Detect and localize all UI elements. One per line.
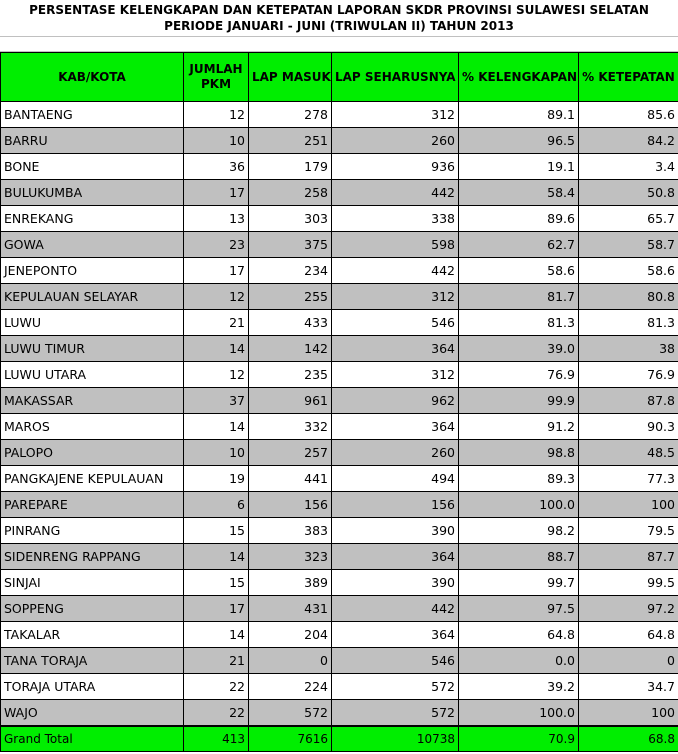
cell-masuk[interactable]: 156	[249, 492, 332, 518]
table-row	[1, 648, 678, 674]
cell-masuk[interactable]: 255	[249, 284, 332, 310]
cell-kelengkapan[interactable]: 58.4	[459, 180, 579, 206]
cell-pkm[interactable]: 12	[184, 362, 249, 388]
cell-masuk[interactable]: 572	[249, 700, 332, 726]
cell-seharusnya[interactable]: 598	[332, 232, 459, 258]
cell-kab[interactable]: MAKASSAR	[1, 388, 184, 414]
table-row	[1, 622, 678, 648]
cell-pkm[interactable]: 17	[184, 596, 249, 622]
cell-seharusnya[interactable]: 312	[332, 102, 459, 128]
cell-pkm[interactable]: 12	[184, 284, 249, 310]
col-header-masuk[interactable]: LAP MASUK	[249, 53, 332, 102]
cell-masuk[interactable]: 332	[249, 414, 332, 440]
cell-ketepatan[interactable]: 79.5	[579, 518, 678, 544]
cell-kab[interactable]: SIDENRENG RAPPANG	[1, 544, 184, 570]
cell-masuk[interactable]: 0	[249, 648, 332, 674]
cell-seharusnya[interactable]: 364	[332, 336, 459, 362]
table-row	[1, 180, 678, 206]
table-row	[1, 232, 678, 258]
table-row	[1, 284, 678, 310]
cell-kelengkapan[interactable]: 76.9	[459, 362, 579, 388]
cell-masuk[interactable]: 389	[249, 570, 332, 596]
cell-kab[interactable]: JENEPONTO	[1, 258, 184, 284]
cell-kelengkapan[interactable]: 88.7	[459, 544, 579, 570]
cell-masuk[interactable]: 179	[249, 154, 332, 180]
cell-seharusnya[interactable]: 936	[332, 154, 459, 180]
cell-kelengkapan[interactable]: 0.0	[459, 648, 579, 674]
cell-pkm[interactable]: 10	[184, 440, 249, 466]
cell-kab[interactable]: MAROS	[1, 414, 184, 440]
cell-masuk[interactable]: 257	[249, 440, 332, 466]
cell-ketepatan[interactable]: 100	[579, 700, 678, 726]
cell-pkm[interactable]: 17	[184, 258, 249, 284]
cell-ketepatan[interactable]: 34.7	[579, 674, 678, 700]
cell-seharusnya[interactable]: 494	[332, 466, 459, 492]
cell-ketepatan[interactable]: 100	[579, 492, 678, 518]
cell-ketepatan[interactable]: 3.4	[579, 154, 678, 180]
report-title: PERSENTASE KELENGKAPAN DAN KETEPATAN LAPORAN SKDR PROVINSI SULAWESI SELATAN	[29, 3, 649, 17]
cell-pkm[interactable]: 15	[184, 570, 249, 596]
cell-masuk[interactable]: 323	[249, 544, 332, 570]
cell-ketepatan[interactable]: 48.5	[579, 440, 678, 466]
cell-masuk[interactable]: 204	[249, 622, 332, 648]
table-row	[1, 310, 678, 336]
cell-seharusnya[interactable]: 962	[332, 388, 459, 414]
table-row	[1, 674, 678, 700]
table-row	[1, 128, 678, 154]
cell-kab[interactable]: BARRU	[1, 128, 184, 154]
data-table	[0, 52, 678, 752]
cell-pkm[interactable]: 23	[184, 232, 249, 258]
cell-pkm[interactable]: 21	[184, 310, 249, 336]
cell-kab[interactable]: GOWA	[1, 232, 184, 258]
cell-pkm[interactable]: 36	[184, 154, 249, 180]
cell-ketepatan[interactable]: 97.2	[579, 596, 678, 622]
cell-pkm[interactable]: 22	[184, 674, 249, 700]
table-row	[1, 570, 678, 596]
cell-kelengkapan[interactable]: 58.6	[459, 258, 579, 284]
col-header-pkm[interactable]: JUMLAH PKM	[184, 53, 249, 102]
cell-seharusnya[interactable]: 546	[332, 648, 459, 674]
cell-pkm[interactable]: 19	[184, 466, 249, 492]
cell-kelengkapan[interactable]: 39.0	[459, 336, 579, 362]
cell-kab[interactable]: PINRANG	[1, 518, 184, 544]
cell-masuk[interactable]: 235	[249, 362, 332, 388]
cell-kab[interactable]: TAKALAR	[1, 622, 184, 648]
cell-kab[interactable]: LUWU	[1, 310, 184, 336]
cell-pkm[interactable]: 14	[184, 544, 249, 570]
cell-seharusnya[interactable]: 312	[332, 362, 459, 388]
cell-kelengkapan[interactable]: 98.2	[459, 518, 579, 544]
cell-kab[interactable]: PAREPARE	[1, 492, 184, 518]
col-header-seharusnya[interactable]: LAP SEHARUSNYA	[332, 53, 459, 102]
header-row	[1, 53, 678, 102]
cell-kab[interactable]: SINJAI	[1, 570, 184, 596]
cell-masuk[interactable]: 234	[249, 258, 332, 284]
cell-masuk[interactable]: 224	[249, 674, 332, 700]
cell-seharusnya[interactable]: 442	[332, 258, 459, 284]
total-pkm[interactable]: 413	[184, 726, 249, 752]
cell-kelengkapan[interactable]: 64.8	[459, 622, 579, 648]
cell-masuk[interactable]: 258	[249, 180, 332, 206]
cell-ketepatan[interactable]: 81.3	[579, 310, 678, 336]
cell-ketepatan[interactable]: 76.9	[579, 362, 678, 388]
cell-pkm[interactable]: 17	[184, 180, 249, 206]
cell-kelengkapan[interactable]: 89.6	[459, 206, 579, 232]
cell-ketepatan[interactable]: 85.6	[579, 102, 678, 128]
table-row	[1, 102, 678, 128]
cell-kelengkapan[interactable]: 39.2	[459, 674, 579, 700]
cell-pkm[interactable]: 15	[184, 518, 249, 544]
cell-ketepatan[interactable]: 0	[579, 648, 678, 674]
cell-kab[interactable]: KEPULAUAN SELAYAR	[1, 284, 184, 310]
cell-seharusnya[interactable]: 364	[332, 414, 459, 440]
cell-kelengkapan[interactable]: 99.9	[459, 388, 579, 414]
cell-kelengkapan[interactable]: 97.5	[459, 596, 579, 622]
cell-seharusnya[interactable]: 156	[332, 492, 459, 518]
cell-kelengkapan[interactable]: 100.0	[459, 700, 579, 726]
cell-kab[interactable]: LUWU UTARA	[1, 362, 184, 388]
cell-seharusnya[interactable]: 260	[332, 440, 459, 466]
cell-seharusnya[interactable]: 442	[332, 180, 459, 206]
cell-pkm[interactable]: 14	[184, 414, 249, 440]
cell-ketepatan[interactable]: 80.8	[579, 284, 678, 310]
cell-masuk[interactable]: 961	[249, 388, 332, 414]
cell-kelengkapan[interactable]: 98.8	[459, 440, 579, 466]
cell-ketepatan[interactable]: 84.2	[579, 128, 678, 154]
cell-masuk[interactable]: 303	[249, 206, 332, 232]
table-row	[1, 492, 678, 518]
table-row	[1, 466, 678, 492]
cell-ketepatan[interactable]: 64.8	[579, 622, 678, 648]
table-row	[1, 440, 678, 466]
report-period: PERIODE JANUARI - JUNI (TRIWULAN II) TAHUN 2013	[164, 19, 514, 33]
cell-kelengkapan[interactable]: 19.1	[459, 154, 579, 180]
cell-seharusnya[interactable]: 338	[332, 206, 459, 232]
cell-ketepatan[interactable]: 38	[579, 336, 678, 362]
table-row	[1, 154, 678, 180]
cell-ketepatan[interactable]: 77.3	[579, 466, 678, 492]
empty-row	[0, 36, 678, 52]
cell-kelengkapan[interactable]: 96.5	[459, 128, 579, 154]
cell-pkm[interactable]: 12	[184, 102, 249, 128]
cell-seharusnya[interactable]: 364	[332, 622, 459, 648]
cell-seharusnya[interactable]: 260	[332, 128, 459, 154]
table-row	[1, 518, 678, 544]
cell-kelengkapan[interactable]: 89.1	[459, 102, 579, 128]
cell-pkm[interactable]: 22	[184, 700, 249, 726]
cell-seharusnya[interactable]: 546	[332, 310, 459, 336]
total-masuk[interactable]: 7616	[249, 726, 332, 752]
cell-kelengkapan[interactable]: 81.7	[459, 284, 579, 310]
total-label[interactable]: Grand Total	[1, 726, 184, 752]
table-row	[1, 700, 678, 726]
total-ketepatan[interactable]: 68.8	[579, 726, 678, 752]
col-header-kab[interactable]: KAB/KOTA	[1, 53, 184, 102]
cell-pkm[interactable]: 14	[184, 622, 249, 648]
cell-kab[interactable]: BULUKUMBA	[1, 180, 184, 206]
col-header-kelengkapan[interactable]: % KELENGKAPAN	[459, 53, 579, 102]
cell-ketepatan[interactable]: 90.3	[579, 414, 678, 440]
table-row	[1, 596, 678, 622]
cell-masuk[interactable]: 278	[249, 102, 332, 128]
cell-masuk[interactable]: 142	[249, 336, 332, 362]
cell-kab[interactable]: PANGKAJENE KEPULAUAN	[1, 466, 184, 492]
table-row	[1, 362, 678, 388]
cell-kelengkapan[interactable]: 81.3	[459, 310, 579, 336]
cell-seharusnya[interactable]: 390	[332, 518, 459, 544]
cell-kelengkapan[interactable]: 91.2	[459, 414, 579, 440]
cell-kab[interactable]: WAJO	[1, 700, 184, 726]
cell-pkm[interactable]: 14	[184, 336, 249, 362]
cell-pkm[interactable]: 10	[184, 128, 249, 154]
cell-seharusnya[interactable]: 572	[332, 674, 459, 700]
col-header-ketepatan[interactable]: % KETEPATAN	[579, 53, 678, 102]
table-row	[1, 544, 678, 570]
cell-ketepatan[interactable]: 58.6	[579, 258, 678, 284]
cell-seharusnya[interactable]: 572	[332, 700, 459, 726]
cell-kab[interactable]: PALOPO	[1, 440, 184, 466]
cell-kab[interactable]: LUWU TIMUR	[1, 336, 184, 362]
cell-masuk[interactable]: 433	[249, 310, 332, 336]
cell-seharusnya[interactable]: 364	[332, 544, 459, 570]
cell-masuk[interactable]: 375	[249, 232, 332, 258]
table-row	[1, 336, 678, 362]
cell-kab[interactable]: TORAJA UTARA	[1, 674, 184, 700]
cell-kelengkapan[interactable]: 62.7	[459, 232, 579, 258]
cell-seharusnya[interactable]: 390	[332, 570, 459, 596]
cell-seharusnya[interactable]: 312	[332, 284, 459, 310]
cell-kelengkapan[interactable]: 100.0	[459, 492, 579, 518]
cell-ketepatan[interactable]: 99.5	[579, 570, 678, 596]
cell-ketepatan[interactable]: 65.7	[579, 206, 678, 232]
cell-masuk[interactable]: 383	[249, 518, 332, 544]
cell-kab[interactable]: ENREKANG	[1, 206, 184, 232]
cell-kelengkapan[interactable]: 99.7	[459, 570, 579, 596]
table-row	[1, 388, 678, 414]
cell-kab[interactable]: BONE	[1, 154, 184, 180]
cell-kab[interactable]: TANA TORAJA	[1, 648, 184, 674]
table-row	[1, 414, 678, 440]
cell-masuk[interactable]: 251	[249, 128, 332, 154]
cell-masuk[interactable]: 441	[249, 466, 332, 492]
cell-seharusnya[interactable]: 442	[332, 596, 459, 622]
table-row	[1, 258, 678, 284]
total-seharusnya[interactable]: 10738	[332, 726, 459, 752]
cell-masuk[interactable]: 431	[249, 596, 332, 622]
cell-kab[interactable]: BANTAENG	[1, 102, 184, 128]
cell-ketepatan[interactable]: 58.7	[579, 232, 678, 258]
table-row	[1, 206, 678, 232]
cell-pkm[interactable]: 37	[184, 388, 249, 414]
cell-kab[interactable]: SOPPENG	[1, 596, 184, 622]
cell-ketepatan[interactable]: 87.8	[579, 388, 678, 414]
cell-pkm[interactable]: 13	[184, 206, 249, 232]
cell-ketepatan[interactable]: 87.7	[579, 544, 678, 570]
cell-ketepatan[interactable]: 50.8	[579, 180, 678, 206]
cell-kelengkapan[interactable]: 89.3	[459, 466, 579, 492]
cell-pkm[interactable]: 21	[184, 648, 249, 674]
grand-total-row	[1, 726, 678, 752]
cell-pkm[interactable]: 6	[184, 492, 249, 518]
total-kelengkapan[interactable]: 70.9	[459, 726, 579, 752]
